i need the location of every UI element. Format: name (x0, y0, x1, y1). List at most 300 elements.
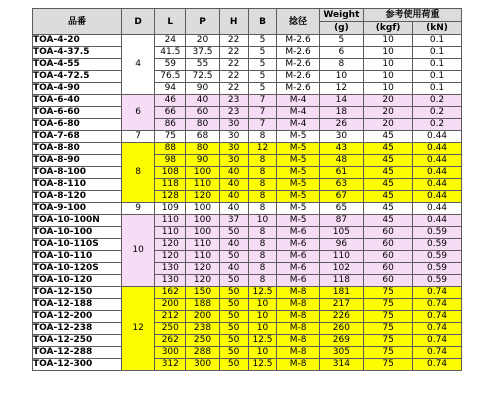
table-row (33, 215, 462, 227)
cell-b: 8 (248, 131, 277, 143)
cell-kn: 0.74 (413, 299, 462, 311)
cell-kgf: 45 (364, 179, 413, 191)
cell-weight: 18 (319, 107, 363, 119)
cell-weight: 105 (319, 227, 363, 239)
cell-h: 50 (219, 251, 248, 263)
cell-weight: 5 (319, 35, 363, 47)
cell-weight: 217 (319, 299, 363, 311)
cell-h: 22 (219, 71, 248, 83)
cell-b: 8 (248, 239, 277, 251)
cell-thread: M-8 (277, 347, 319, 359)
cell-kn: 0.59 (413, 227, 462, 239)
cell-part-number: TOA-12-188 (33, 299, 122, 311)
cell-kn: 0.2 (413, 119, 462, 131)
cell-d-group: 8 (121, 143, 154, 203)
cell-b: 5 (248, 47, 277, 59)
cell-kn: 0.59 (413, 275, 462, 287)
cell-thread: M-4 (277, 107, 319, 119)
cell-h: 30 (219, 143, 248, 155)
cell-p: 80 (186, 143, 219, 155)
cell-kgf: 20 (364, 119, 413, 131)
cell-l: 110 (155, 215, 186, 227)
cell-part-number: TOA-7-68 (33, 131, 122, 143)
cell-b: 8 (248, 191, 277, 203)
table-row (33, 155, 462, 167)
table-row (33, 191, 462, 203)
cell-weight: 65 (319, 203, 363, 215)
cell-kgf: 75 (364, 323, 413, 335)
table-row (33, 179, 462, 191)
cell-p: 20 (186, 35, 219, 47)
table-header (33, 9, 462, 35)
header-thread: 捻径 (277, 9, 319, 35)
cell-kgf: 20 (364, 95, 413, 107)
cell-p: 55 (186, 59, 219, 71)
cell-kn: 0.1 (413, 47, 462, 59)
cell-h: 23 (219, 95, 248, 107)
cell-thread: M-4 (277, 95, 319, 107)
cell-l: 300 (155, 347, 186, 359)
table-row (33, 35, 462, 47)
cell-b: 12.5 (248, 287, 277, 299)
cell-part-number: TOA-8-80 (33, 143, 122, 155)
cell-kgf: 10 (364, 71, 413, 83)
cell-kn: 0.44 (413, 179, 462, 191)
cell-weight: 26 (319, 119, 363, 131)
cell-kgf: 75 (364, 287, 413, 299)
cell-part-number: TOA-12-300 (33, 359, 122, 371)
cell-kgf: 60 (364, 263, 413, 275)
cell-weight: 63 (319, 179, 363, 191)
cell-kgf: 75 (364, 299, 413, 311)
cell-kgf: 75 (364, 335, 413, 347)
cell-weight: 30 (319, 131, 363, 143)
cell-p: 250 (186, 335, 219, 347)
cell-b: 8 (248, 263, 277, 275)
cell-weight: 269 (319, 335, 363, 347)
cell-h: 40 (219, 191, 248, 203)
table-row (33, 71, 462, 83)
cell-l: 262 (155, 335, 186, 347)
cell-p: 150 (186, 287, 219, 299)
table-row (33, 275, 462, 287)
cell-l: 94 (155, 83, 186, 95)
cell-thread: M-5 (277, 131, 319, 143)
header-l: L (155, 9, 186, 35)
cell-thread: M-2.6 (277, 71, 319, 83)
cell-kn: 0.74 (413, 323, 462, 335)
header-b: B (248, 9, 277, 35)
cell-h: 40 (219, 203, 248, 215)
table-row (33, 239, 462, 251)
cell-kgf: 75 (364, 347, 413, 359)
cell-l: 110 (155, 227, 186, 239)
cell-kgf: 10 (364, 47, 413, 59)
cell-b: 7 (248, 95, 277, 107)
cell-h: 22 (219, 47, 248, 59)
cell-b: 10 (248, 299, 277, 311)
cell-weight: 12 (319, 83, 363, 95)
cell-thread: M-2.6 (277, 35, 319, 47)
cell-b: 12.5 (248, 335, 277, 347)
cell-thread: M-8 (277, 311, 319, 323)
cell-kgf: 45 (364, 203, 413, 215)
header-load-kn: (kN) (413, 22, 462, 35)
cell-b: 8 (248, 203, 277, 215)
cell-l: 128 (155, 191, 186, 203)
cell-p: 300 (186, 359, 219, 371)
cell-weight: 87 (319, 215, 363, 227)
cell-h: 50 (219, 227, 248, 239)
cell-h: 40 (219, 167, 248, 179)
cell-b: 10 (248, 215, 277, 227)
table-row (33, 227, 462, 239)
cell-kgf: 45 (364, 191, 413, 203)
table-row (33, 203, 462, 215)
cell-p: 238 (186, 323, 219, 335)
cell-kn: 0.44 (413, 143, 462, 155)
cell-d-group: 6 (121, 95, 154, 131)
cell-p: 40 (186, 95, 219, 107)
cell-kn: 0.1 (413, 59, 462, 71)
cell-h: 50 (219, 335, 248, 347)
cell-thread: M-6 (277, 239, 319, 251)
cell-h: 40 (219, 263, 248, 275)
cell-p: 60 (186, 107, 219, 119)
cell-kgf: 20 (364, 107, 413, 119)
cell-p: 100 (186, 167, 219, 179)
cell-h: 50 (219, 359, 248, 371)
cell-p: 100 (186, 203, 219, 215)
cell-weight: 96 (319, 239, 363, 251)
cell-kgf: 60 (364, 239, 413, 251)
header-weight-unit: (g) (319, 22, 363, 35)
cell-part-number: TOA-12-238 (33, 323, 122, 335)
cell-kn: 0.1 (413, 71, 462, 83)
cell-part-number: TOA-12-150 (33, 287, 122, 299)
table-row (33, 131, 462, 143)
cell-kgf: 45 (364, 155, 413, 167)
cell-p: 110 (186, 239, 219, 251)
cell-weight: 6 (319, 47, 363, 59)
header-d: D (121, 9, 154, 35)
cell-weight: 14 (319, 95, 363, 107)
cell-weight: 61 (319, 167, 363, 179)
header-load: 参考使用荷重 (364, 9, 462, 22)
table-row (33, 83, 462, 95)
cell-p: 200 (186, 311, 219, 323)
cell-weight: 67 (319, 191, 363, 203)
cell-l: 66 (155, 107, 186, 119)
cell-thread: M-5 (277, 191, 319, 203)
cell-d-group: 7 (121, 131, 154, 143)
cell-thread: M-8 (277, 287, 319, 299)
cell-part-number: TOA-8-90 (33, 155, 122, 167)
cell-p: 288 (186, 347, 219, 359)
cell-part-number: TOA-10-100N (33, 215, 122, 227)
cell-h: 22 (219, 35, 248, 47)
cell-weight: 260 (319, 323, 363, 335)
cell-weight: 305 (319, 347, 363, 359)
cell-part-number: TOA-4-90 (33, 83, 122, 95)
cell-part-number: TOA-4-20 (33, 35, 122, 47)
cell-l: 86 (155, 119, 186, 131)
cell-h: 50 (219, 275, 248, 287)
cell-b: 5 (248, 83, 277, 95)
cell-b: 8 (248, 155, 277, 167)
cell-thread: M-5 (277, 203, 319, 215)
cell-kgf: 60 (364, 227, 413, 239)
cell-kn: 0.44 (413, 131, 462, 143)
cell-part-number: TOA-10-100 (33, 227, 122, 239)
table-row (33, 119, 462, 131)
header-p: P (186, 9, 219, 35)
cell-d-group: 10 (121, 215, 154, 287)
cell-l: 109 (155, 203, 186, 215)
cell-part-number: TOA-8-120 (33, 191, 122, 203)
cell-kn: 0.1 (413, 83, 462, 95)
cell-l: 24 (155, 35, 186, 47)
cell-weight: 43 (319, 143, 363, 155)
cell-b: 8 (248, 179, 277, 191)
cell-h: 40 (219, 179, 248, 191)
cell-p: 110 (186, 251, 219, 263)
cell-thread: M-6 (277, 251, 319, 263)
cell-p: 120 (186, 191, 219, 203)
cell-d-group: 9 (121, 203, 154, 215)
cell-weight: 48 (319, 155, 363, 167)
cell-kn: 0.44 (413, 155, 462, 167)
cell-p: 110 (186, 179, 219, 191)
cell-l: 46 (155, 95, 186, 107)
table-row (33, 311, 462, 323)
cell-kgf: 45 (364, 131, 413, 143)
cell-l: 212 (155, 311, 186, 323)
cell-l: 250 (155, 323, 186, 335)
cell-kgf: 60 (364, 275, 413, 287)
cell-b: 8 (248, 167, 277, 179)
table-row (33, 263, 462, 275)
cell-b: 8 (248, 227, 277, 239)
cell-p: 72.5 (186, 71, 219, 83)
cell-h: 50 (219, 347, 248, 359)
cell-l: 312 (155, 359, 186, 371)
cell-weight: 118 (319, 275, 363, 287)
table-body (33, 35, 462, 371)
cell-b: 12.5 (248, 359, 277, 371)
cell-thread: M-5 (277, 215, 319, 227)
cell-part-number: TOA-6-60 (33, 107, 122, 119)
cell-kgf: 45 (364, 143, 413, 155)
table-row (33, 143, 462, 155)
cell-b: 5 (248, 35, 277, 47)
cell-kgf: 75 (364, 311, 413, 323)
cell-part-number: TOA-12-200 (33, 311, 122, 323)
cell-p: 68 (186, 131, 219, 143)
cell-weight: 8 (319, 59, 363, 71)
cell-kgf: 10 (364, 35, 413, 47)
cell-d-group: 12 (121, 287, 154, 371)
cell-b: 8 (248, 275, 277, 287)
cell-p: 120 (186, 275, 219, 287)
cell-l: 88 (155, 143, 186, 155)
cell-kn: 0.44 (413, 191, 462, 203)
cell-kgf: 10 (364, 59, 413, 71)
cell-l: 200 (155, 299, 186, 311)
cell-part-number: TOA-10-110 (33, 251, 122, 263)
cell-thread: M-8 (277, 299, 319, 311)
cell-part-number: TOA-8-100 (33, 167, 122, 179)
cell-p: 100 (186, 215, 219, 227)
cell-kn: 0.44 (413, 215, 462, 227)
cell-p: 120 (186, 263, 219, 275)
cell-part-number: TOA-4-72.5 (33, 71, 122, 83)
cell-kn: 0.74 (413, 359, 462, 371)
cell-l: 118 (155, 179, 186, 191)
cell-weight: 10 (319, 71, 363, 83)
cell-thread: M-4 (277, 119, 319, 131)
cell-l: 130 (155, 275, 186, 287)
table-row (33, 299, 462, 311)
cell-b: 10 (248, 323, 277, 335)
cell-l: 108 (155, 167, 186, 179)
cell-l: 76.5 (155, 71, 186, 83)
cell-l: 162 (155, 287, 186, 299)
cell-b: 5 (248, 59, 277, 71)
cell-b: 8 (248, 251, 277, 263)
cell-kn: 0.74 (413, 347, 462, 359)
cell-h: 23 (219, 107, 248, 119)
cell-kgf: 10 (364, 83, 413, 95)
cell-h: 50 (219, 299, 248, 311)
cell-kn: 0.74 (413, 335, 462, 347)
cell-p: 90 (186, 83, 219, 95)
cell-thread: M-6 (277, 227, 319, 239)
cell-kn: 0.2 (413, 107, 462, 119)
cell-h: 50 (219, 323, 248, 335)
cell-thread: M-2.6 (277, 59, 319, 71)
cell-kn: 0.44 (413, 167, 462, 179)
cell-h: 40 (219, 239, 248, 251)
cell-kgf: 75 (364, 359, 413, 371)
table-row (33, 335, 462, 347)
table-row (33, 167, 462, 179)
cell-weight: 226 (319, 311, 363, 323)
cell-p: 188 (186, 299, 219, 311)
cell-thread: M-8 (277, 335, 319, 347)
header-part: 品番 (33, 9, 122, 35)
cell-b: 5 (248, 71, 277, 83)
cell-l: 120 (155, 251, 186, 263)
cell-part-number: TOA-4-55 (33, 59, 122, 71)
cell-thread: M-5 (277, 155, 319, 167)
cell-p: 80 (186, 119, 219, 131)
cell-b: 10 (248, 347, 277, 359)
table-row (33, 251, 462, 263)
cell-thread: M-5 (277, 143, 319, 155)
cell-thread: M-5 (277, 179, 319, 191)
cell-kgf: 45 (364, 167, 413, 179)
cell-h: 50 (219, 311, 248, 323)
header-load-kgf: (kgf) (364, 22, 413, 35)
table-row (33, 287, 462, 299)
cell-kn: 0.59 (413, 251, 462, 263)
table-row (33, 95, 462, 107)
cell-h: 30 (219, 155, 248, 167)
cell-weight: 181 (319, 287, 363, 299)
cell-part-number: TOA-10-120S (33, 263, 122, 275)
table-row (33, 323, 462, 335)
cell-thread: M-6 (277, 275, 319, 287)
cell-thread: M-8 (277, 359, 319, 371)
cell-kn: 0.44 (413, 203, 462, 215)
cell-d-group: 4 (121, 35, 154, 95)
table-row (33, 347, 462, 359)
cell-h: 37 (219, 215, 248, 227)
cell-kgf: 45 (364, 215, 413, 227)
cell-part-number: TOA-9-100 (33, 203, 122, 215)
cell-kn: 0.74 (413, 311, 462, 323)
cell-l: 98 (155, 155, 186, 167)
cell-part-number: TOA-4-37.5 (33, 47, 122, 59)
cell-weight: 314 (319, 359, 363, 371)
cell-p: 90 (186, 155, 219, 167)
cell-kn: 0.59 (413, 239, 462, 251)
spec-table (32, 8, 462, 371)
cell-kn: 0.1 (413, 35, 462, 47)
cell-b: 12 (248, 143, 277, 155)
cell-part-number: TOA-6-40 (33, 95, 122, 107)
cell-kn: 0.59 (413, 263, 462, 275)
cell-part-number: TOA-8-110 (33, 179, 122, 191)
header-weight: Weight (319, 9, 363, 22)
cell-l: 75 (155, 131, 186, 143)
cell-b: 10 (248, 311, 277, 323)
header-h: H (219, 9, 248, 35)
cell-b: 7 (248, 107, 277, 119)
table-row (33, 59, 462, 71)
cell-part-number: TOA-10-120 (33, 275, 122, 287)
cell-l: 59 (155, 59, 186, 71)
table-row (33, 107, 462, 119)
cell-weight: 102 (319, 263, 363, 275)
cell-p: 100 (186, 227, 219, 239)
cell-thread: M-2.6 (277, 47, 319, 59)
cell-p: 37.5 (186, 47, 219, 59)
cell-h: 22 (219, 59, 248, 71)
cell-thread: M-6 (277, 263, 319, 275)
table-row (33, 47, 462, 59)
cell-kn: 0.2 (413, 95, 462, 107)
table-row (33, 359, 462, 371)
cell-thread: M-5 (277, 167, 319, 179)
cell-kn: 0.74 (413, 287, 462, 299)
cell-part-number: TOA-12-288 (33, 347, 122, 359)
cell-part-number: TOA-12-250 (33, 335, 122, 347)
cell-b: 7 (248, 119, 277, 131)
cell-thread: M-8 (277, 323, 319, 335)
cell-part-number: TOA-10-110S (33, 239, 122, 251)
cell-part-number: TOA-6-80 (33, 119, 122, 131)
cell-l: 120 (155, 239, 186, 251)
cell-h: 30 (219, 131, 248, 143)
cell-weight: 110 (319, 251, 363, 263)
cell-h: 50 (219, 287, 248, 299)
cell-l: 41.5 (155, 47, 186, 59)
cell-kgf: 60 (364, 251, 413, 263)
cell-l: 130 (155, 263, 186, 275)
cell-h: 30 (219, 119, 248, 131)
